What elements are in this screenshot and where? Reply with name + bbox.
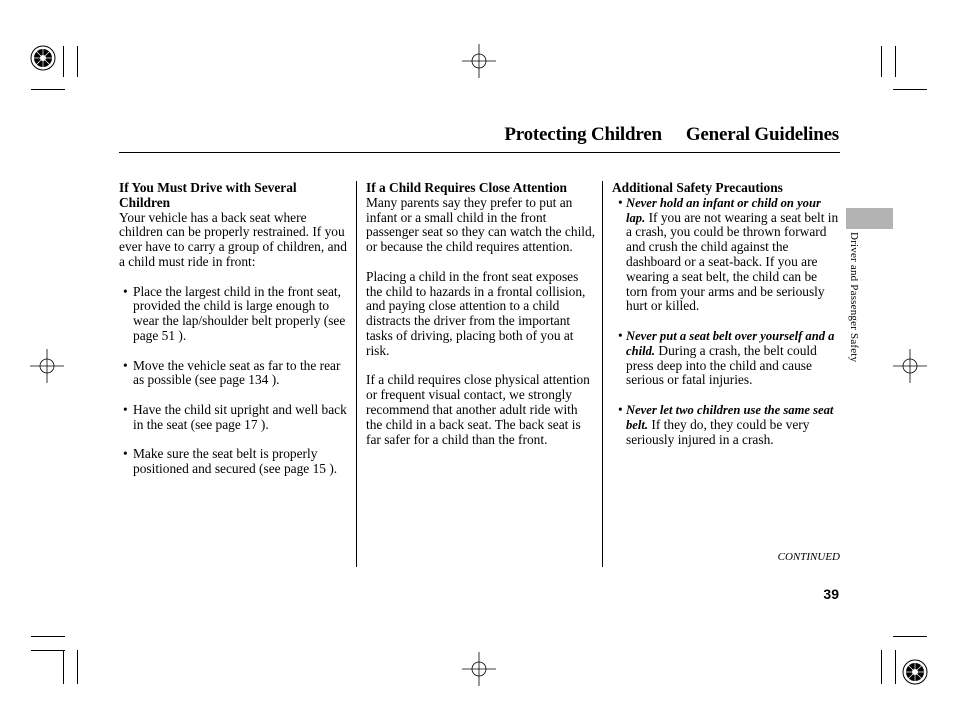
section-heading: If You Must Drive with Several Children	[119, 180, 297, 210]
registration-crosshair-icon	[462, 652, 496, 686]
list-item	[119, 447, 351, 477]
page-title	[504, 124, 839, 146]
paragraph: Many parents say they prefer to put an infant or a small child in the front passenger seat so they can watch the child, or because the child requires attention.	[366, 194, 596, 255]
paragraph: If a child requires close physical attention or frequent visual contact, we strongly recommend that another adult ride with the child in a back seat. The back seat is far safer for a child than the front.	[366, 372, 590, 447]
header-rule	[119, 152, 840, 153]
registration-crosshair-icon	[30, 349, 64, 383]
list-item-text: Move the vehicle seat as far to the rear as possible (see page 134 ).	[133, 357, 341, 388]
bullet-icon: •	[618, 327, 623, 343]
warning-lead: Never hold an infant or child on your lap.	[626, 195, 821, 225]
section-heading: Additional Safety Precautions	[612, 180, 783, 195]
paragraph: Your vehicle has a back seat where children can be properly restrained. If you ever have to carry a group of children, and a child must ride in front:	[119, 209, 347, 269]
subsection-title: General Guidelines	[685, 124, 839, 145]
crop-mark	[63, 650, 64, 684]
column-right	[612, 181, 840, 462]
registration-crosshair-icon	[893, 349, 927, 383]
bullet-icon: •	[123, 283, 128, 299]
side-tab-label: Driver and Passenger Safety	[848, 232, 860, 363]
registration-crosshair-icon	[462, 44, 496, 78]
list-item-text: During a crash, the belt could press deep into the child and cause serious or fatal injuries.	[626, 342, 817, 388]
section-title: Protecting Children	[504, 124, 662, 145]
column-middle	[366, 181, 596, 462]
bullet-icon: •	[123, 357, 128, 373]
crop-mark	[895, 650, 896, 684]
section-heading: If a Child Requires Close Attention	[366, 180, 567, 195]
list-item-text: If you are not wearing a seat belt in a crash, you could be thrown forward and crush the child against the dashboard or a seat-back. If you are wearing a seat belt, the child can be torn from your arms and be seriously hurt or killed.	[626, 209, 839, 314]
warning-lead: Never let two children use the same seat belt.	[626, 402, 834, 432]
crop-mark	[31, 650, 65, 651]
column-left	[119, 181, 351, 492]
bullet-icon: •	[618, 194, 623, 210]
continued-label: CONTINUED	[777, 551, 840, 563]
list-item-text: If they do, they could be very seriously injured in a crash.	[626, 416, 810, 447]
list-item-text: Have the child sit upright and well back in the seat (see page 17 ).	[133, 401, 347, 432]
section-tab	[846, 208, 893, 229]
registration-rosette-icon	[902, 659, 928, 685]
crop-mark	[881, 46, 882, 77]
list-item	[119, 285, 351, 344]
column-divider	[602, 181, 603, 567]
bullet-icon: •	[123, 446, 128, 462]
list-item	[612, 403, 840, 447]
list-item-text: Make sure the seat belt is properly positioned and secured (see page 15 ).	[133, 446, 338, 477]
page-number: 39	[823, 586, 839, 602]
bullet-icon: •	[123, 401, 128, 417]
list-item	[612, 196, 840, 314]
crop-mark	[31, 89, 65, 90]
paragraph: Placing a child in the front seat exposes the child to hazards in a frontal collision, and paying close attention to a child distracts the driver from the important tasks of driving, placing both of you at risk.	[366, 268, 586, 358]
crop-mark	[893, 89, 927, 90]
crop-mark	[77, 650, 78, 684]
registration-rosette-icon	[30, 45, 56, 71]
warning-lead: Never put a seat belt over yourself and a child.	[626, 328, 835, 358]
crop-mark	[77, 46, 78, 77]
crop-mark	[63, 46, 64, 77]
crop-mark	[31, 636, 65, 637]
list-item	[612, 329, 840, 388]
bullet-icon: •	[618, 401, 623, 417]
column-divider	[356, 181, 357, 567]
list-item	[119, 403, 351, 433]
crop-mark	[893, 636, 927, 637]
crop-mark	[895, 46, 896, 77]
crop-mark	[881, 650, 882, 684]
list-item-text: Place the largest child in the front seat, provided the child is large enough to wear the lap/shoulder belt properly (see page 51 ).	[133, 283, 346, 343]
list-item	[119, 359, 351, 389]
